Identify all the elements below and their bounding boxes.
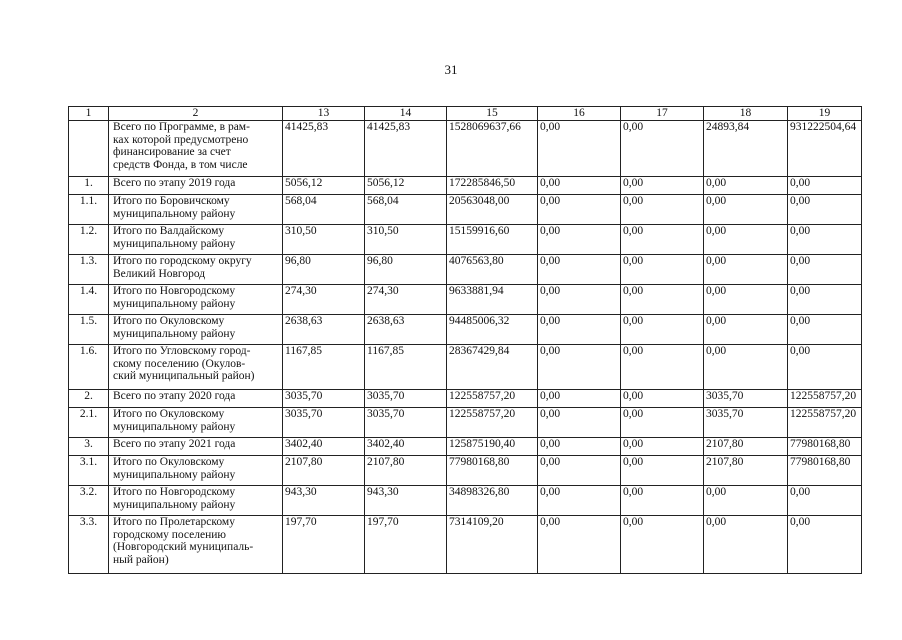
value-cell: 0,00 <box>788 225 862 255</box>
value-cell: 0,00 <box>538 345 621 390</box>
table-row <box>69 516 862 574</box>
value-cell: 0,00 <box>621 315 704 345</box>
value-cell: 3402,40 <box>283 438 365 456</box>
row-number-cell: 3.1. <box>69 456 109 486</box>
value-cell: 0,00 <box>621 255 704 285</box>
value-cell: 0,00 <box>621 438 704 456</box>
value-cell: 0,00 <box>538 315 621 345</box>
value-cell: 3035,70 <box>704 408 788 438</box>
row-description-cell: Всего по этапу 2019 года <box>109 177 283 195</box>
column-header: 16 <box>538 107 621 121</box>
row-number-cell: 3. <box>69 438 109 456</box>
value-cell: 0,00 <box>704 486 788 516</box>
row-description-cell: Итого по городскому округу Великий Новгород <box>109 255 283 285</box>
value-cell: 0,00 <box>538 177 621 195</box>
table-row <box>69 255 862 285</box>
row-description-cell: Всего по Программе, в рам- ках которой предусмотрено финансирование за счет средств Фонда, в том числе <box>109 121 283 177</box>
value-cell: 0,00 <box>621 177 704 195</box>
value-cell: 2107,80 <box>283 456 365 486</box>
value-cell: 41425,83 <box>365 121 447 177</box>
value-cell: 94485006,32 <box>447 315 538 345</box>
value-cell: 122558757,20 <box>788 408 862 438</box>
data-table <box>68 106 862 574</box>
value-cell: 310,50 <box>283 225 365 255</box>
row-number-cell: 1.1. <box>69 195 109 225</box>
value-cell: 2638,63 <box>283 315 365 345</box>
value-cell: 0,00 <box>538 225 621 255</box>
table-row <box>69 195 862 225</box>
value-cell: 0,00 <box>788 486 862 516</box>
value-cell: 122558757,20 <box>447 390 538 408</box>
value-cell: 0,00 <box>788 177 862 195</box>
value-cell: 0,00 <box>704 195 788 225</box>
row-number-cell: 2. <box>69 390 109 408</box>
table-row <box>69 177 862 195</box>
value-cell: 0,00 <box>538 285 621 315</box>
value-cell: 122558757,20 <box>447 408 538 438</box>
table-row <box>69 121 862 177</box>
column-header: 17 <box>621 107 704 121</box>
row-description-cell: Итого по Новгородскому муниципальному району <box>109 285 283 315</box>
value-cell: 0,00 <box>621 345 704 390</box>
value-cell: 0,00 <box>538 195 621 225</box>
value-cell: 7314109,20 <box>447 516 538 574</box>
page-number: 31 <box>444 62 458 77</box>
value-cell: 0,00 <box>621 390 704 408</box>
table-row <box>69 390 862 408</box>
table-row <box>69 345 862 390</box>
value-cell: 0,00 <box>621 516 704 574</box>
value-cell: 96,80 <box>365 255 447 285</box>
value-cell: 0,00 <box>538 408 621 438</box>
value-cell: 3402,40 <box>365 438 447 456</box>
value-cell: 0,00 <box>538 516 621 574</box>
value-cell: 0,00 <box>538 438 621 456</box>
value-cell: 5056,12 <box>283 177 365 195</box>
header-row <box>69 107 862 121</box>
value-cell: 0,00 <box>704 177 788 195</box>
value-cell: 0,00 <box>538 121 621 177</box>
row-description-cell: Итого по Пролетарскому городскому поселению (Новгородский муниципаль- ный район) <box>109 516 283 574</box>
column-header: 15 <box>447 107 538 121</box>
table-row <box>69 486 862 516</box>
value-cell: 274,30 <box>283 285 365 315</box>
value-cell: 0,00 <box>621 408 704 438</box>
value-cell: 3035,70 <box>365 408 447 438</box>
row-number-cell: 1.2. <box>69 225 109 255</box>
value-cell: 2638,63 <box>365 315 447 345</box>
value-cell: 0,00 <box>788 315 862 345</box>
value-cell: 3035,70 <box>365 390 447 408</box>
value-cell: 0,00 <box>704 516 788 574</box>
value-cell: 310,50 <box>365 225 447 255</box>
value-cell: 172285846,50 <box>447 177 538 195</box>
value-cell: 77980168,80 <box>788 438 862 456</box>
value-cell: 568,04 <box>283 195 365 225</box>
value-cell: 943,30 <box>365 486 447 516</box>
value-cell: 28367429,84 <box>447 345 538 390</box>
value-cell: 0,00 <box>788 195 862 225</box>
value-cell: 274,30 <box>365 285 447 315</box>
row-description-cell: Всего по этапу 2020 года <box>109 390 283 408</box>
value-cell: 5056,12 <box>365 177 447 195</box>
row-description-cell: Итого по Боровичскому муниципальному району <box>109 195 283 225</box>
row-description-cell: Итого по Валдайскому муниципальному району <box>109 225 283 255</box>
value-cell: 0,00 <box>788 285 862 315</box>
value-cell: 20563048,00 <box>447 195 538 225</box>
value-cell: 125875190,40 <box>447 438 538 456</box>
row-number-cell: 1.5. <box>69 315 109 345</box>
row-description-cell: Итого по Угловскому город- скому поселению (Окулов- ский муниципальный район) <box>109 345 283 390</box>
value-cell: 3035,70 <box>704 390 788 408</box>
value-cell: 0,00 <box>621 456 704 486</box>
value-cell: 2107,80 <box>365 456 447 486</box>
value-cell: 0,00 <box>788 255 862 285</box>
value-cell: 0,00 <box>538 486 621 516</box>
column-header: 1 <box>69 107 109 121</box>
value-cell: 34898326,80 <box>447 486 538 516</box>
table-body <box>69 121 862 574</box>
value-cell: 931222504,64 <box>788 121 862 177</box>
value-cell: 0,00 <box>788 516 862 574</box>
row-description-cell: Итого по Окуловскому муниципальному району <box>109 408 283 438</box>
value-cell: 3035,70 <box>283 408 365 438</box>
value-cell: 122558757,20 <box>788 390 862 408</box>
row-number-cell: 1.6. <box>69 345 109 390</box>
value-cell: 41425,83 <box>283 121 365 177</box>
column-header: 19 <box>788 107 862 121</box>
value-cell: 0,00 <box>538 255 621 285</box>
table-row <box>69 315 862 345</box>
table-header <box>69 107 862 121</box>
value-cell: 2107,80 <box>704 456 788 486</box>
value-cell: 0,00 <box>704 255 788 285</box>
value-cell: 0,00 <box>788 345 862 390</box>
row-description-cell: Итого по Окуловскому муниципальному району <box>109 456 283 486</box>
table-row <box>69 225 862 255</box>
row-number-cell: 2.1. <box>69 408 109 438</box>
row-number-cell <box>69 121 109 177</box>
table-row <box>69 408 862 438</box>
value-cell: 568,04 <box>365 195 447 225</box>
value-cell: 1167,85 <box>365 345 447 390</box>
value-cell: 0,00 <box>621 486 704 516</box>
table-row <box>69 438 862 456</box>
value-cell: 9633881,94 <box>447 285 538 315</box>
value-cell: 1167,85 <box>283 345 365 390</box>
value-cell: 0,00 <box>538 456 621 486</box>
value-cell: 77980168,80 <box>788 456 862 486</box>
value-cell: 2107,80 <box>704 438 788 456</box>
value-cell: 943,30 <box>283 486 365 516</box>
value-cell: 77980168,80 <box>447 456 538 486</box>
row-number-cell: 3.2. <box>69 486 109 516</box>
table-row <box>69 285 862 315</box>
value-cell: 0,00 <box>621 285 704 315</box>
column-header: 13 <box>283 107 365 121</box>
row-description-cell: Итого по Окуловскому муниципальному району <box>109 315 283 345</box>
value-cell: 197,70 <box>365 516 447 574</box>
value-cell: 24893,84 <box>704 121 788 177</box>
value-cell: 1528069637,66 <box>447 121 538 177</box>
value-cell: 197,70 <box>283 516 365 574</box>
value-cell: 0,00 <box>704 345 788 390</box>
row-description-cell: Итого по Новгородскому муниципальному району <box>109 486 283 516</box>
row-number-cell: 1.4. <box>69 285 109 315</box>
value-cell: 0,00 <box>621 121 704 177</box>
row-number-cell: 1.3. <box>69 255 109 285</box>
value-cell: 0,00 <box>621 225 704 255</box>
value-cell: 0,00 <box>704 285 788 315</box>
value-cell: 0,00 <box>538 390 621 408</box>
value-cell: 96,80 <box>283 255 365 285</box>
value-cell: 0,00 <box>621 195 704 225</box>
column-header: 18 <box>704 107 788 121</box>
row-number-cell: 1. <box>69 177 109 195</box>
column-header: 14 <box>365 107 447 121</box>
row-number-cell: 3.3. <box>69 516 109 574</box>
column-header: 2 <box>109 107 283 121</box>
value-cell: 4076563,80 <box>447 255 538 285</box>
table-row <box>69 456 862 486</box>
value-cell: 15159916,60 <box>447 225 538 255</box>
value-cell: 0,00 <box>704 225 788 255</box>
value-cell: 0,00 <box>704 315 788 345</box>
value-cell: 3035,70 <box>283 390 365 408</box>
row-description-cell: Всего по этапу 2021 года <box>109 438 283 456</box>
